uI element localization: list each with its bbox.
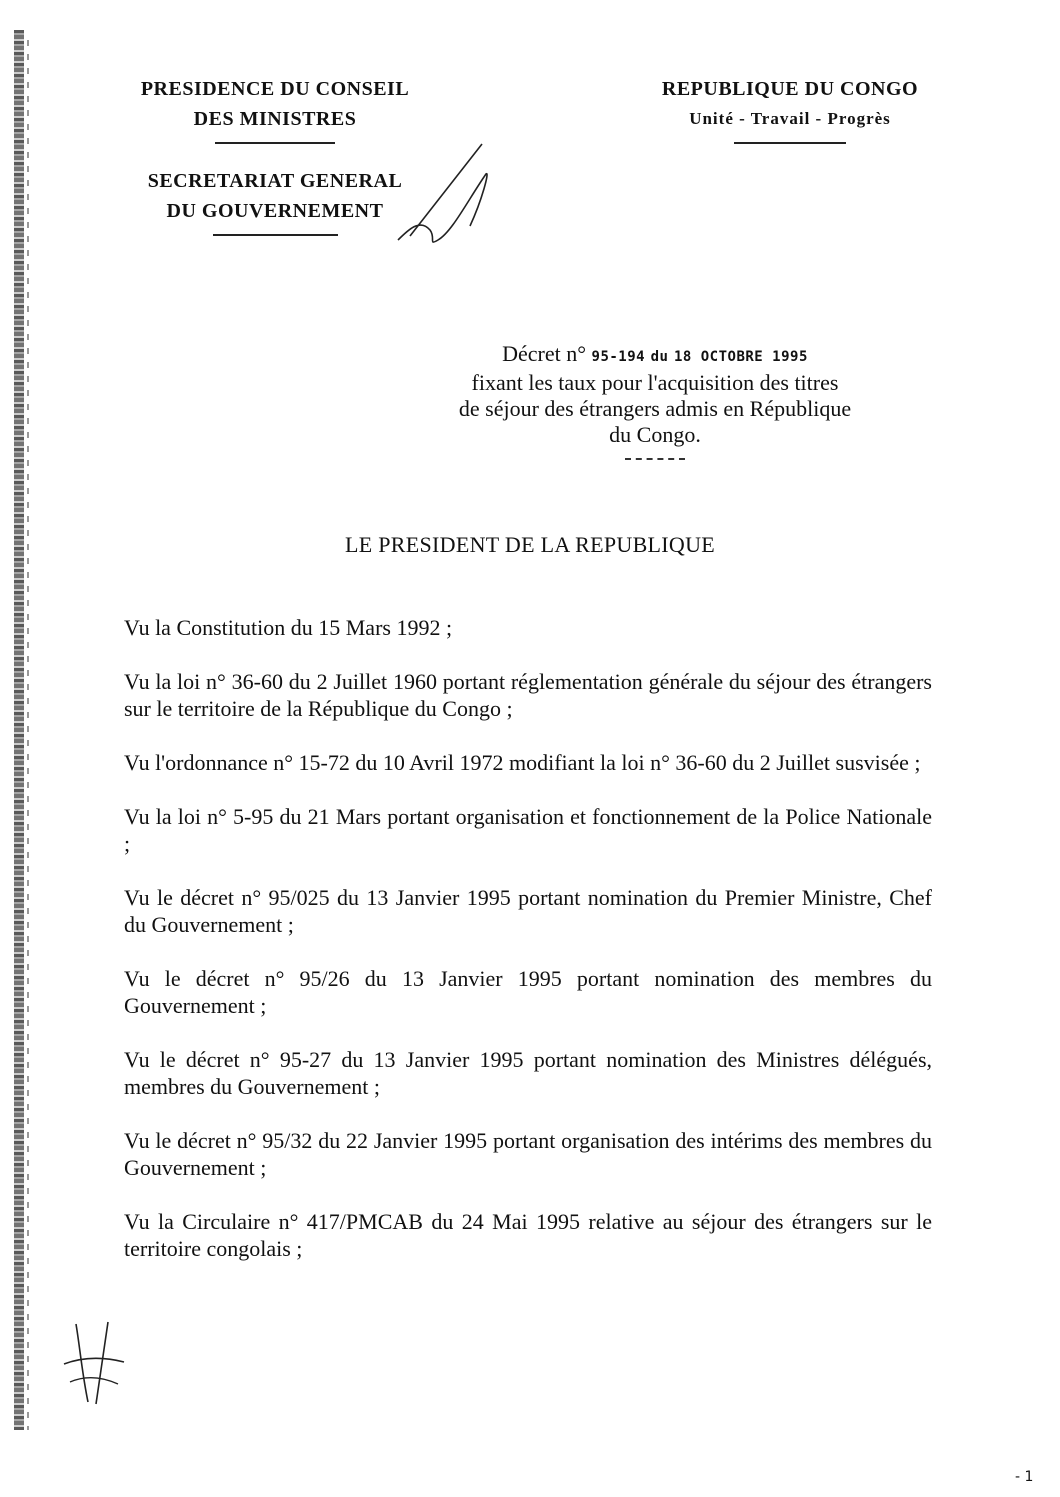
issuer-line-3: SECRETARIAT GENERAL xyxy=(147,170,403,192)
decree-subject-line-1: fixant les taux pour l'acquisition des titres xyxy=(471,370,839,395)
consideration-item: Vu le décret n° 95/32 du 22 Janvier 1995 portant organisation des intérims des membres du Gouvernement ; xyxy=(124,1128,932,1180)
decree-date-prefix: du xyxy=(650,349,669,365)
country-header xyxy=(640,74,940,144)
scan-edge-artifact-thin xyxy=(27,40,29,1430)
consideration-item: Vu la loi n° 36-60 du 2 Juillet 1960 portant réglementation générale du séjour des étrangers sur le territoire de la République du Congo ; xyxy=(124,669,932,721)
header-divider xyxy=(734,142,846,144)
president-heading: LE PRESIDENT DE LA REPUBLIQUE xyxy=(344,532,716,557)
consideration-item: Vu l'ordonnance n° 15-72 du 10 Avril 1972 modifiant la loi n° 36-60 du 2 Juillet susvisée ; xyxy=(124,750,921,775)
initials-signature-icon xyxy=(60,1318,130,1408)
consideration-item: Vu la Circulaire n° 417/PMCAB du 24 Mai 1995 relative au séjour des étrangers sur le territoire congolais ; xyxy=(124,1209,932,1261)
consideration-item: Vu le décret n° 95/26 du 13 Janvier 1995 portant nomination des membres du Gouvernement ; xyxy=(124,966,932,1018)
considerations-list xyxy=(124,614,932,1289)
country-name: REPUBLIQUE DU CONGO xyxy=(661,78,919,100)
consideration-item: Vu la Constitution du 15 Mars 1992 ; xyxy=(124,615,453,640)
handwritten-mark-icon xyxy=(390,140,500,250)
scan-edge-artifact xyxy=(14,30,24,1430)
issuer-line-4: DU GOUVERNEMENT xyxy=(166,200,384,222)
page-number: - 1 xyxy=(1015,1469,1034,1485)
header-divider xyxy=(213,234,338,236)
consideration-item: Vu le décret n° 95-27 du 13 Janvier 1995 portant nomination des Ministres délégués, membres du Gouvernement ; xyxy=(124,1047,932,1099)
consideration-item: Vu la loi n° 5-95 du 21 Mars portant organisation et fonctionnement de la Police Nationale ; xyxy=(124,804,932,856)
decree-title xyxy=(395,341,915,460)
issuer-line-2: DES MINISTRES xyxy=(193,108,357,130)
consideration-item: Vu le décret n° 95/025 du 13 Janvier 1995 portant nomination du Premier Ministre, Chef du Gouvernement ; xyxy=(124,885,932,937)
decree-subject-line-3: du Congo. xyxy=(609,422,701,447)
issuer-line-1: PRESIDENCE DU CONSEIL xyxy=(140,78,410,100)
decree-subject-line-2: de séjour des étrangers admis en République xyxy=(458,396,852,421)
title-divider xyxy=(625,458,685,460)
decree-prefix: Décret n° xyxy=(502,341,587,366)
decree-date: 18 OCTOBRE 1995 xyxy=(673,349,808,365)
national-motto: Unité - Travail - Progrès xyxy=(689,109,891,128)
decree-number-line xyxy=(395,341,915,370)
decree-number: 95-194 xyxy=(591,349,646,365)
